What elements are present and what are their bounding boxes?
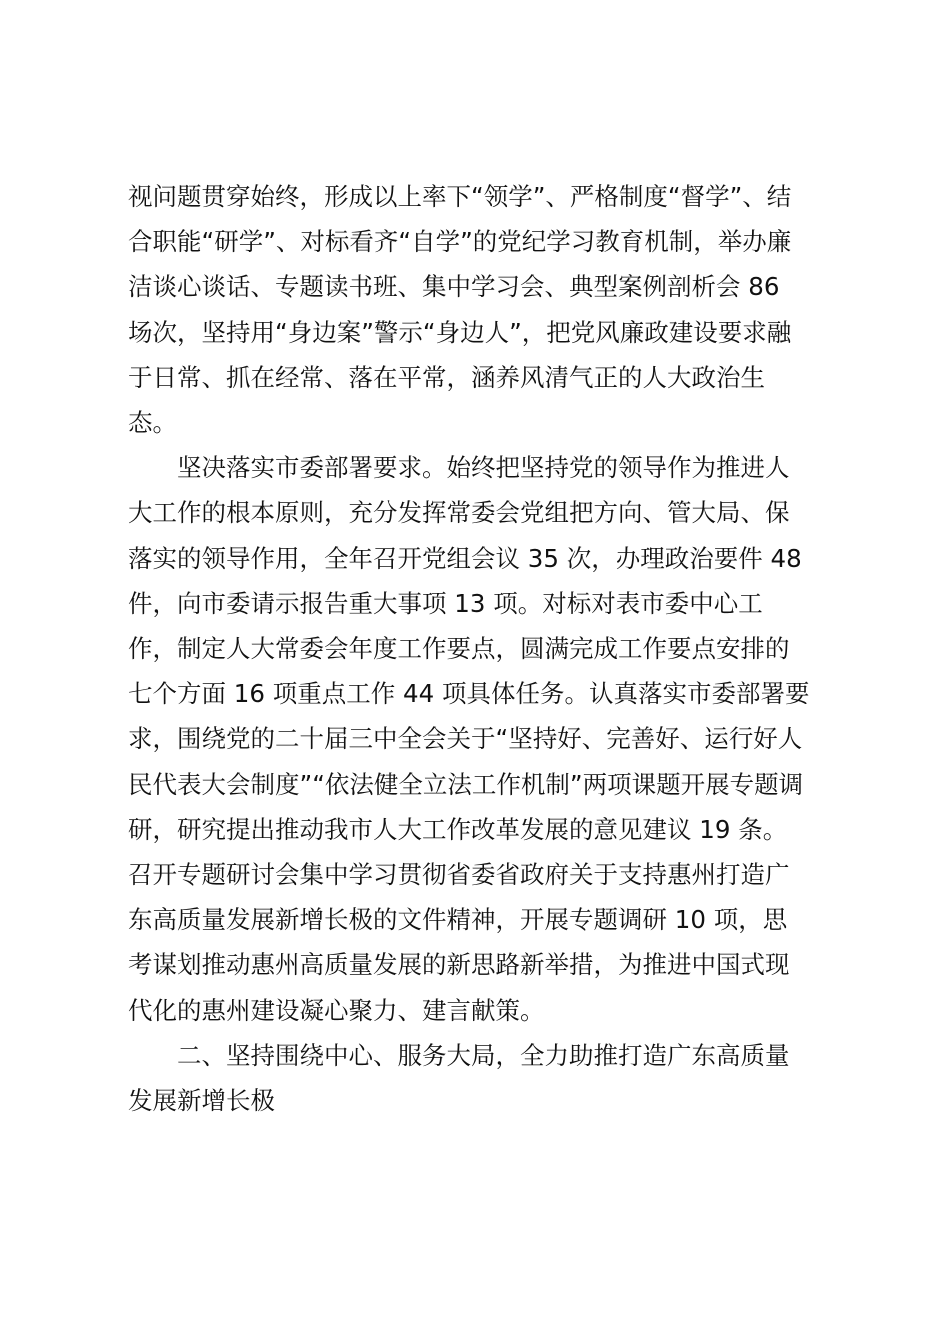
text-line: 代化的惠州建设凝心聚力、建言献策。: [128, 995, 545, 1025]
text-line: 合职能“研学”、对标看齐“自学”的党纪学习教育机制，举办廉: [128, 227, 792, 257]
text-line: 洁谈心谈话、专题读书班、集中学习会、典型案例剖析会 86: [128, 272, 780, 302]
text-line: 视问题贯穿始终，形成以上率下“领学”、严格制度“督学”、结: [128, 182, 792, 211]
document-body: [128, 174, 828, 1123]
text-line: 二、坚持围绕中心、服务大局，全力助推打造广东高质量: [177, 1040, 790, 1070]
text-line: 坚决落实市委部署要求。始终把坚持党的领导作为推进人: [177, 453, 790, 483]
text-line: 件，向市委请示报告重大事项 13 项。对标对表市委中心工: [128, 588, 763, 618]
text-line: 七个方面 16 项重点工作 44 项具体任务。认真落实市委部署要: [128, 679, 810, 709]
text-line: 研，研究提出推动我市人大工作改革发展的意见建议 19 条。: [128, 814, 788, 844]
text-line: 求，围绕党的二十届三中全会关于“坚持好、完善好、运行好人: [128, 724, 803, 754]
text-line: 民代表大会制度”“依法健全立法工作机制”两项课题开展专题调: [128, 769, 804, 799]
text-line: 场次，坚持用“身边案”警示“身边人”，把党风廉政建设要求融: [128, 317, 792, 347]
text-line: 作，制定人大常委会年度工作要点，圆满完成工作要点安排的: [128, 634, 790, 664]
text-line: 考谋划推动惠州高质量发展的新思路新举措，为推进中国式现: [128, 950, 790, 980]
text-line: 发展新增长极: [128, 1086, 275, 1116]
text-line: 东高质量发展新增长极的文件精神，开展专题调研 10 项，思: [128, 905, 788, 935]
text-line: 大工作的根本原则，充分发挥常委会党组把方向、管大局、保: [128, 498, 790, 528]
paragraph-implement-municipal-requirements: [128, 445, 828, 1033]
text-line: 于日常、抓在经常、落在平常，涵养风清气正的人大政治生: [128, 362, 765, 392]
paragraph-party-discipline-education: [128, 174, 828, 445]
section-heading-2: [128, 1033, 828, 1123]
text-line: 召开专题研讨会集中学习贯彻省委省政府关于支持惠州打造广: [128, 860, 790, 890]
text-line: 落实的领导作用，全年召开党组会议 35 次，办理政治要件 48: [128, 543, 802, 573]
text-line: 态。: [128, 408, 177, 438]
